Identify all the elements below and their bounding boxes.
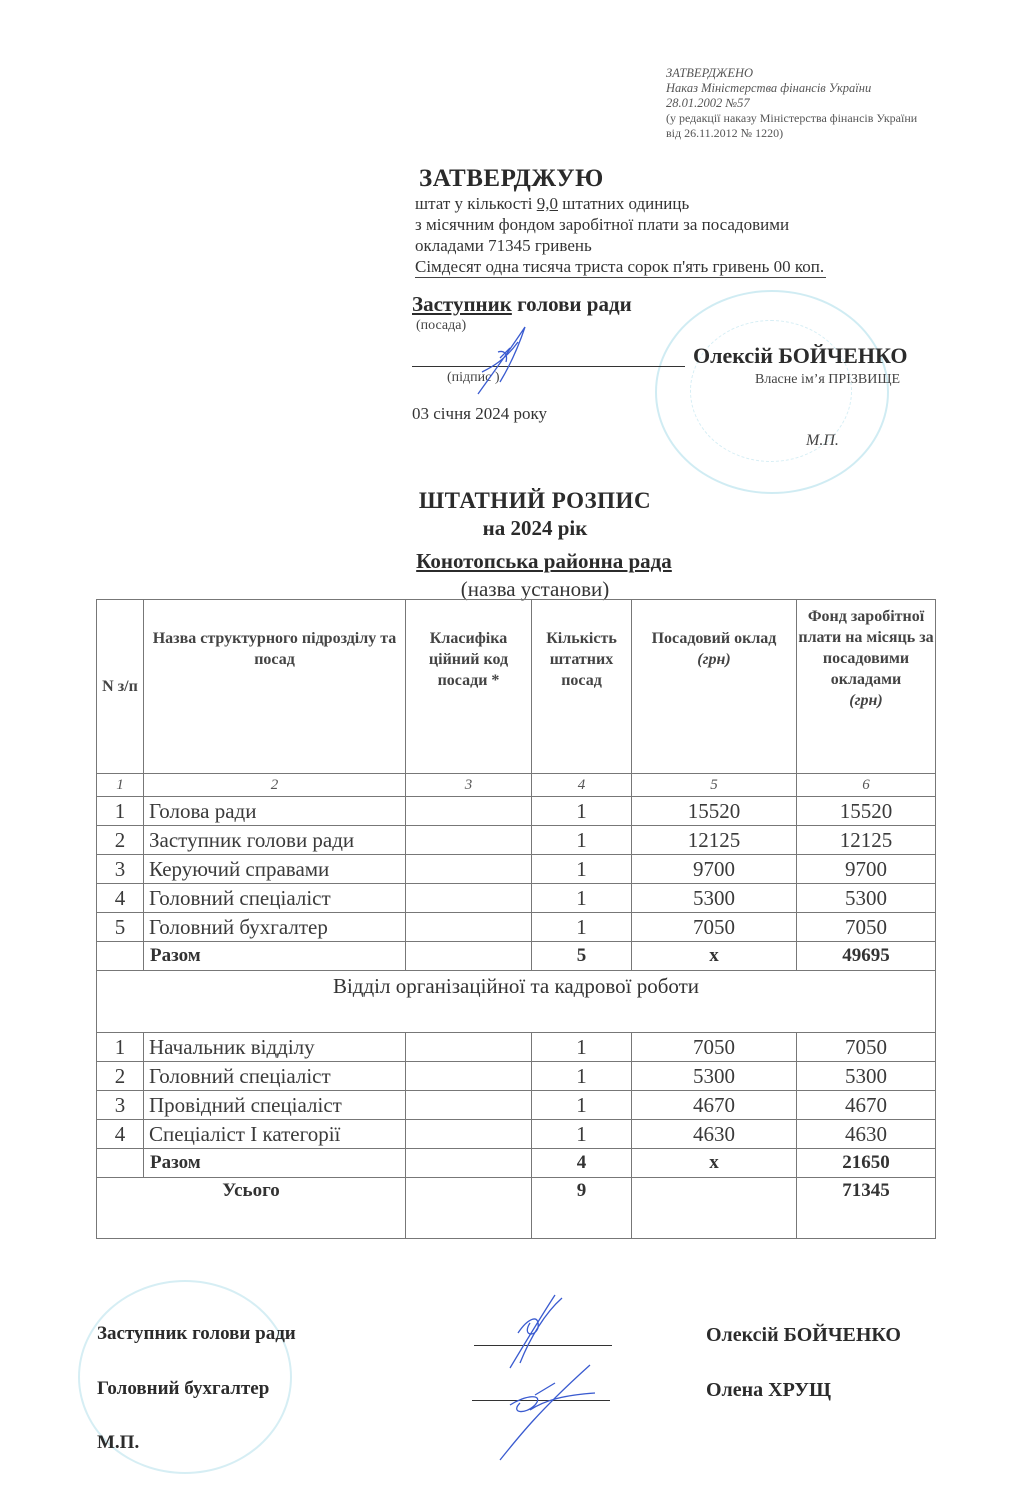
approved-note-order: Наказ Міністерства фінансів України <box>666 81 872 95</box>
signature-icon <box>480 1365 600 1465</box>
row-n: 4 <box>97 1120 144 1149</box>
row-n: 5 <box>97 913 144 942</box>
subtotal-count: 4 <box>532 1149 632 1178</box>
row-count: 1 <box>532 1091 632 1120</box>
row-code <box>406 1062 532 1091</box>
row-n: 4 <box>97 884 144 913</box>
row-fund: 5300 <box>797 1062 936 1091</box>
organization-hint: (назва установи) <box>460 577 610 601</box>
section-header-row <box>97 971 936 1033</box>
approval-amount-line: окладами 71345 гривень <box>415 236 592 255</box>
table-row <box>97 826 936 855</box>
row-salary: 4630 <box>632 1120 797 1149</box>
row-n: 2 <box>97 826 144 855</box>
row-count: 1 <box>532 1033 632 1062</box>
footer-signer-2-name: Олена ХРУЩ <box>706 1379 831 1401</box>
staff-suffix: штатних одиниць <box>558 194 690 213</box>
approval-staff-line <box>415 193 955 214</box>
colnum-1: 1 <box>97 774 144 797</box>
table-row <box>97 797 936 826</box>
total-label: Усього <box>97 1178 406 1239</box>
subtotal-code <box>406 942 532 971</box>
colnum-5: 5 <box>632 774 797 797</box>
row-salary: 15520 <box>632 797 797 826</box>
row-name: Головний бухгалтер <box>144 913 406 942</box>
subtotal-row <box>97 942 936 971</box>
subtotal-n <box>97 1149 144 1178</box>
row-fund: 4630 <box>797 1120 936 1149</box>
header-salary-label: Посадовий оклад <box>651 630 777 647</box>
row-n: 1 <box>97 797 144 826</box>
table-row <box>97 1120 936 1149</box>
colnum-3: 3 <box>406 774 532 797</box>
subtotal-label: Разом <box>144 1149 406 1178</box>
document-year: на 2024 рік <box>482 516 588 540</box>
row-count: 1 <box>532 913 632 942</box>
approved-note-revision-2: від 26.11.2012 № 1220) <box>666 126 784 140</box>
row-fund: 4670 <box>797 1091 936 1120</box>
row-n: 3 <box>97 1091 144 1120</box>
row-count: 1 <box>532 1062 632 1091</box>
header-n: N з/п <box>97 600 144 774</box>
colnum-4: 4 <box>532 774 632 797</box>
row-fund: 5300 <box>797 884 936 913</box>
seal-mark-top: М.П. <box>806 432 839 449</box>
signature-icon <box>500 1293 580 1373</box>
row-count: 1 <box>532 797 632 826</box>
staff-count: 9,0 <box>536 194 558 213</box>
row-salary: 12125 <box>632 826 797 855</box>
subtotal-salary: х <box>632 1149 797 1178</box>
row-fund: 7050 <box>797 1033 936 1062</box>
colnum-6: 6 <box>797 774 936 797</box>
table-row <box>97 1062 936 1091</box>
header-fund-unit: (грн) <box>849 692 883 709</box>
colnum-2: 2 <box>144 774 406 797</box>
approval-block <box>415 165 955 278</box>
row-salary: 7050 <box>632 1033 797 1062</box>
row-count: 1 <box>532 855 632 884</box>
row-code <box>406 797 532 826</box>
section-title: Відділ організаційної та кадрової роботи <box>97 971 936 1033</box>
row-code <box>406 1120 532 1149</box>
subtotal-fund: 49695 <box>797 942 936 971</box>
table-row <box>97 884 936 913</box>
column-number-row <box>97 774 936 797</box>
subtotal-count: 5 <box>532 942 632 971</box>
position-hint: (посада) <box>416 318 467 333</box>
approval-signer-name: Олексій БОЙЧЕНКО <box>693 343 908 368</box>
staff-table <box>96 599 936 1239</box>
approval-title: ЗАТВЕРДЖУЮ <box>419 165 604 192</box>
row-fund: 12125 <box>797 826 936 855</box>
grand-total-row <box>97 1178 936 1239</box>
header-code: Класифіка ційний код посади * <box>406 600 532 774</box>
subtotal-salary: х <box>632 942 797 971</box>
row-n: 3 <box>97 855 144 884</box>
row-name: Голова ради <box>144 797 406 826</box>
footer-signer-1-name: Олексій БОЙЧЕНКО <box>706 1324 901 1346</box>
row-fund: 7050 <box>797 913 936 942</box>
subtotal-n <box>97 942 144 971</box>
row-code <box>406 1091 532 1120</box>
total-code <box>406 1178 532 1239</box>
footer-signer-2-position: Головний бухгалтер <box>97 1378 270 1399</box>
subtotal-row <box>97 1149 936 1178</box>
table-header-row <box>97 600 936 774</box>
row-salary: 4670 <box>632 1091 797 1120</box>
row-salary: 7050 <box>632 913 797 942</box>
row-name: Провідний спеціаліст <box>144 1091 406 1120</box>
row-code <box>406 884 532 913</box>
position-rest: голови ради <box>511 292 632 316</box>
row-code <box>406 1033 532 1062</box>
approval-fund-line: з місячним фондом заробітної плати за посадовими <box>415 215 790 234</box>
signature-icon <box>470 322 550 402</box>
approval-position <box>412 292 632 317</box>
subtotal-label: Разом <box>144 942 406 971</box>
row-fund: 9700 <box>797 855 936 884</box>
row-fund: 15520 <box>797 797 936 826</box>
header-fund-label: Фонд заробітної плати на місяць за посадовими окладами <box>798 608 934 688</box>
header-count: Кількість штатних посад <box>532 600 632 774</box>
row-n: 2 <box>97 1062 144 1091</box>
table-row <box>97 1033 936 1062</box>
row-n: 1 <box>97 1033 144 1062</box>
footer-signer-1-position: Заступник голови ради <box>97 1323 296 1344</box>
subtotal-fund: 21650 <box>797 1149 936 1178</box>
organization-name: Конотопська районна рада <box>416 549 672 573</box>
approved-note-order-date: 28.01.2002 №57 <box>666 96 750 110</box>
row-salary: 5300 <box>632 884 797 913</box>
table-row <box>97 855 936 884</box>
staff-prefix: штат у кількості <box>415 194 537 213</box>
table-row <box>97 913 936 942</box>
total-salary <box>632 1178 797 1239</box>
header-fund <box>797 600 936 774</box>
signature-hint: (підпис ) <box>447 370 500 385</box>
total-count: 9 <box>532 1178 632 1239</box>
position-underlined: Заступник <box>412 292 512 316</box>
total-fund: 71345 <box>797 1178 936 1239</box>
footer-seal-mark: М.П. <box>97 1432 140 1453</box>
approved-note-revision-1: (у редакції наказу Міністерства фінансів України <box>666 111 918 125</box>
row-name: Керуючий справами <box>144 855 406 884</box>
row-salary: 5300 <box>632 1062 797 1091</box>
row-count: 1 <box>532 884 632 913</box>
header-salary-unit: (грн) <box>697 651 731 668</box>
header-name: Назва структурного підрозділу та посад <box>144 600 406 774</box>
approved-note <box>666 66 917 141</box>
row-count: 1 <box>532 1120 632 1149</box>
document-title: ШТАТНИЙ РОЗПИС <box>418 488 652 513</box>
row-name: Начальник відділу <box>144 1033 406 1062</box>
row-code <box>406 913 532 942</box>
table-row <box>97 1091 936 1120</box>
approval-amount-words: Сімдесят одна тисяча триста сорок п'ять гривень 00 коп. <box>415 257 825 276</box>
header-salary <box>632 600 797 774</box>
row-count: 1 <box>532 826 632 855</box>
row-name: Головний спеціаліст <box>144 1062 406 1091</box>
name-hint: Власне ім’я ПРІЗВИЩЕ <box>755 372 901 387</box>
subtotal-code <box>406 1149 532 1178</box>
approved-note-title: ЗАТВЕРДЖЕНО <box>666 66 754 80</box>
row-salary: 9700 <box>632 855 797 884</box>
row-name: Заступник голови ради <box>144 826 406 855</box>
row-code <box>406 826 532 855</box>
row-code <box>406 855 532 884</box>
approval-date: 03 січня 2024 року <box>412 404 548 423</box>
row-name: Головний спеціаліст <box>144 884 406 913</box>
row-name: Спеціаліст І категорії <box>144 1120 406 1149</box>
